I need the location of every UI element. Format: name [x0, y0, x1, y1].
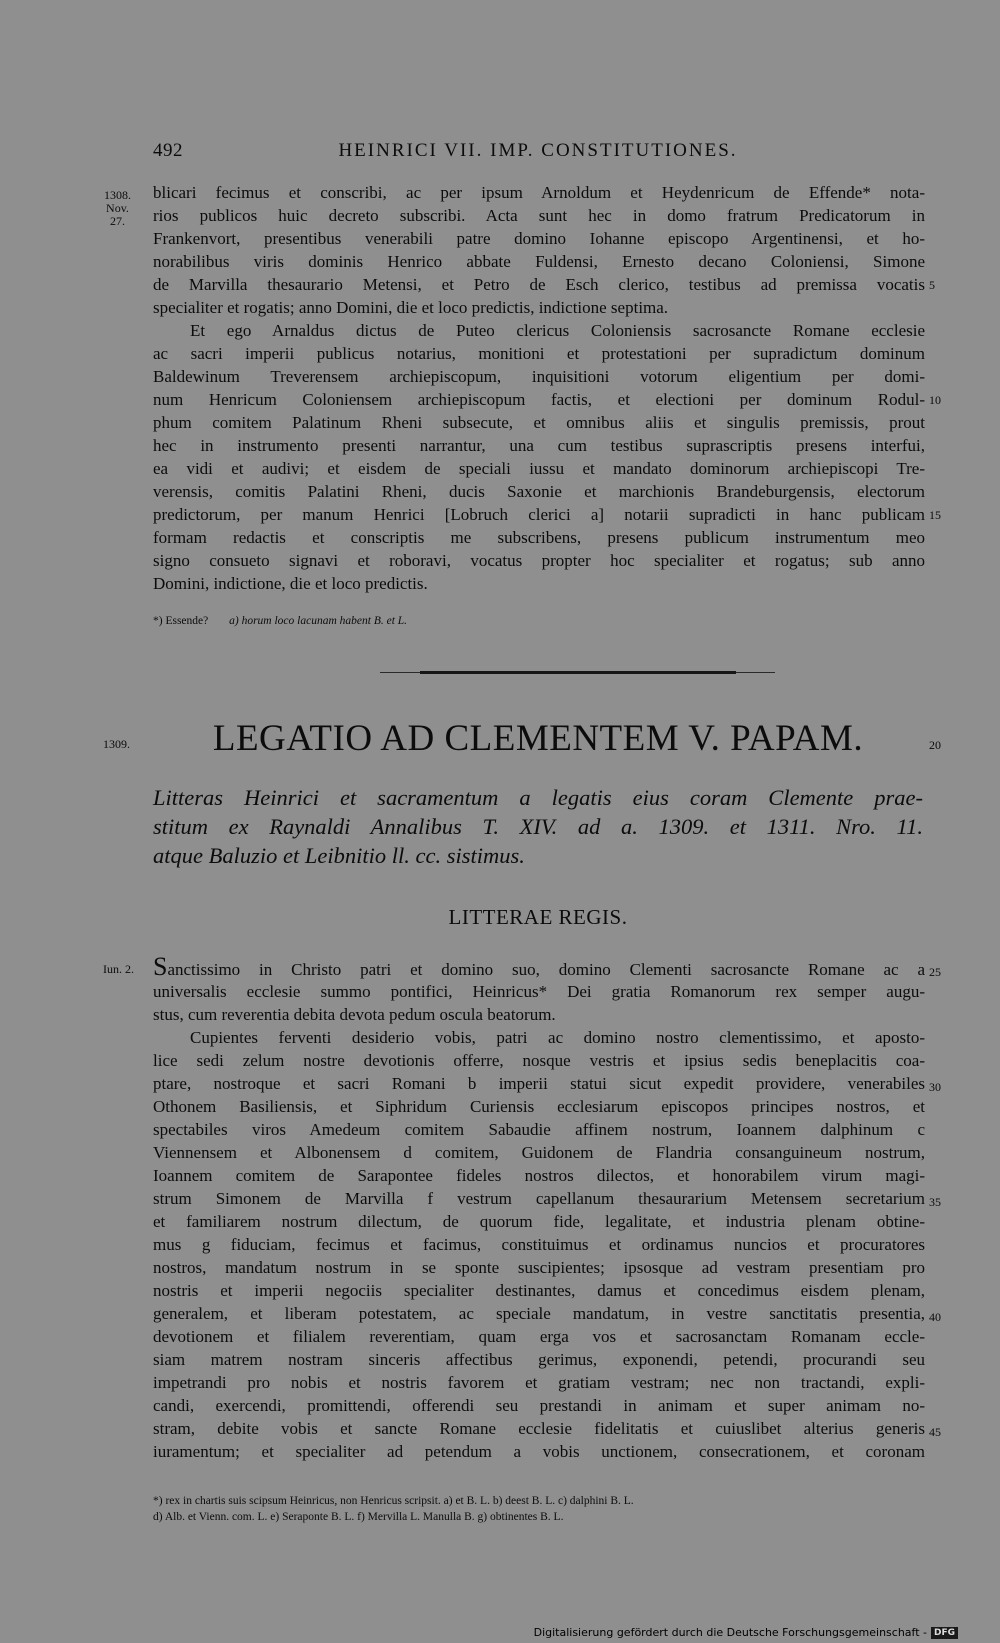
line-number: 30 — [929, 1080, 941, 1094]
text-line: nostris et imperii negociis specialiter destinantes, damus et concedimus eisdem plenam, — [153, 1281, 925, 1300]
footnote-lacunam: a) horum loco lacunam habent B. et L. — [229, 615, 408, 627]
margin-date-year: 1308. — [104, 188, 131, 202]
text-line: generalem, et liberam potestatem, ac speciale mandatum, in vestre sanctitatis presentia, — [153, 1304, 925, 1323]
text-line: num Henricum Coloniensem archiepiscopum factis, et electioni per dominum Rodul- — [153, 390, 925, 409]
text-line: strum Simonem de Marvilla f vestrum capellanum thesaurarium Metensem secretarium — [153, 1189, 925, 1208]
footer-credit-text: Digitalisierung gefördert durch die Deutsche Forschungsgemeinschaft - — [533, 1626, 927, 1639]
margin-date-day: 27. — [110, 214, 125, 228]
text-line: siam matrem nostram sinceris affectibus gerimus, exponendi, petendi, procurandi seu — [153, 1350, 925, 1369]
text-line: impetrandi pro nobis et nostris favorem et gratiam vestram; nec non tractandi, expli- — [153, 1373, 925, 1392]
text-line: candi, exercendi, promittendi, offerendi seu prestandi in animam et super animam no- — [153, 1396, 925, 1415]
line-number: 35 — [929, 1195, 941, 1209]
footnote-line: *) rex in chartis suis scipsum Heinricus, non Henricus scripsit. a) et B. L. b) deest B. L. c) dalphini B. L. — [153, 1495, 634, 1507]
text-line: de Marvilla thesaurario Metensi, et Petro de Esch clerico, testibus ad premissa vocatis — [153, 275, 925, 294]
line-number: 20 — [929, 738, 941, 752]
subtitle-litterae-regis: LITTERAE REGIS. — [448, 905, 628, 929]
section-year: 1309. — [103, 737, 130, 751]
text-line: signo consueto signavi et roboravi, vocatus propter hoc specialiter et rogatus; sub anno — [153, 551, 925, 570]
text-line-first — [153, 952, 925, 981]
text-line: specialiter et rogatis; anno Domini, die et loco predictis, indictione septima. — [153, 298, 669, 317]
footnote-essende: *) Essende? — [153, 615, 209, 627]
dropcap: S — [153, 952, 168, 981]
text-line: blicari fecimus et conscribi, ac per ipsum Arnoldum et Heydenricum de Effende* nota- — [153, 183, 925, 202]
separator-rule — [420, 671, 736, 674]
dfg-logo: DFG — [931, 1627, 958, 1639]
text-line: mus g fiduciam, fecimus et facimus, constituimus et ordinamus nuncios et procuratores — [153, 1235, 925, 1254]
footer-credit — [534, 1626, 958, 1639]
text-line: Et ego Arnaldus dictus de Puteo clericus Coloniensis sacrosancte Romane ecclesie — [190, 321, 925, 340]
footnote-line: d) Alb. et Vienn. com. L. e) Seraponte B. L. f) Mervilla L. Manulla B. g) obtinentes B. L. — [153, 1511, 564, 1523]
intro-line: atque Baluzio et Leibnitio ll. cc. sistimus. — [153, 843, 525, 868]
text-line: Baldewinum Treverensem archiepiscopum, inquisitioni votorum eligentium per domi- — [153, 367, 925, 386]
text-line: Frankenvort, presentibus venerabili patre domino Iohanne episcopo Argentinensi, et ho- — [153, 229, 925, 248]
intro-line: Litteras Heinrici et sacramentum a legatis eius coram Clemente prae- — [153, 785, 923, 810]
text-line: ptare, nostroque et sacri Romani b imperii statui sicut expedit providere, venerabiles — [153, 1074, 925, 1093]
text-line: lice sedi zelum nostre devotionis offerre, nosque vestris et ipsius sedis beneplacitis coa- — [153, 1051, 925, 1070]
text-line: Domini, indictione, die et loco predictis. — [153, 574, 428, 593]
text-line: verensis, comitis Palatini Rheni, ducis Saxonie et marchionis Brandeburgensis, electorum — [153, 482, 925, 501]
text-line: stram, debite vobis et sancte Romane ecclesie fidelitatis et cuiuslibet alterius generis — [153, 1419, 925, 1438]
text-line: hec in instrumento presenti narrantur, una cum testibus suprascriptis presens interfui, — [153, 436, 925, 455]
line-number: 45 — [929, 1425, 941, 1439]
page-header — [153, 140, 923, 170]
text-line: iuramentum; et specialiter ad petendum a vobis unctionem, consecrationem, et coronam — [153, 1442, 925, 1461]
intro-line: stitum ex Raynaldi Annalibus T. XIV. ad a. 1309. et 1311. Nro. 11. — [153, 814, 923, 839]
section-title: LEGATIO AD CLEMENTEM V. PAPAM. — [212, 718, 864, 759]
text-line: Othonem Basiliensis, et Siphridum Curiensis ecclesiarum episcopos principes nostros, et — [153, 1097, 925, 1116]
text-line: Ioannem comitem de Sarapontee fideles nostros dilectos, et honorabilem virum magi- — [153, 1166, 925, 1185]
text-line: universalis ecclesie summo pontifici, Heinricus* Dei gratia Romanorum rex semper augu- — [153, 982, 925, 1001]
line-number: 10 — [929, 393, 941, 407]
footnote-first-section — [153, 614, 407, 628]
line-number: 15 — [929, 508, 941, 522]
line-number: 40 — [929, 1310, 941, 1324]
text-line: rios publicos huic decreto subscribi. Acta sunt hec in domo fratrum Predicatorum in — [153, 206, 925, 225]
margin-date-iun: Iun. 2. — [103, 962, 134, 976]
margin-date-month: Nov. — [106, 201, 129, 215]
text-line: phum comitem Palatinum Rheni subsecute, et omnibus aliis et singulis premissis, prout — [153, 413, 925, 432]
text-line: nostros, mandatum nostrum in se sponte suscipientes; ipsosque ad vestram presentiam pro — [153, 1258, 925, 1277]
text-line: spectabiles viros Amedeum comitem Sabaudie affinem nostrum, Ioannem dalphinum c — [153, 1120, 925, 1139]
margin-date-1308 — [104, 189, 131, 228]
text-line: stus, cum reverentia debita devota pedum oscula beatorum. — [153, 1005, 556, 1024]
text-line: et familiarem nostrum dilectum, de quorum fide, legalitate, et industria plenam obtine- — [153, 1212, 925, 1231]
text-line: anctissimo in Christo patri et domino suo, domino Clementi sacrosancte Romane ac a — [167, 960, 925, 979]
text-line: predictorum, per manum Henrici [Lobruch clerici a] notarii supradicti in hanc publicam — [153, 505, 925, 524]
running-head: HEINRICI VII. IMP. CONSTITUTIONES. — [338, 140, 738, 161]
text-line: ea vidi et audivi; et eisdem de speciali iussu et mandato dominorum archiepiscopi Tre- — [153, 459, 925, 478]
text-line: formam redactis et conscriptis me subscribens, presens publicum instrumentum meo — [153, 528, 925, 547]
line-number: 25 — [929, 965, 941, 979]
line-number: 5 — [929, 278, 935, 292]
text-line: Cupientes ferventi desiderio vobis, patri ac domino nostro clementissimo, et aposto- — [190, 1028, 925, 1047]
text-line: devotionem et filialem reverentiam, quam erga vos et sacrosanctam Romanam eccle- — [153, 1327, 925, 1346]
text-line: ac sacri imperii publicus notarius, monitioni et protestationi per supradictum dominum — [153, 344, 925, 363]
page-number: 492 — [153, 140, 183, 161]
text-line: norabilibus viris dominis Henrico abbate Fuldensi, Ernesto decano Coloniensi, Simone — [153, 252, 925, 271]
text-line: Viennensem et Albonensem d comitem, Guidonem de Flandria consanguineum nostrum, — [153, 1143, 925, 1162]
